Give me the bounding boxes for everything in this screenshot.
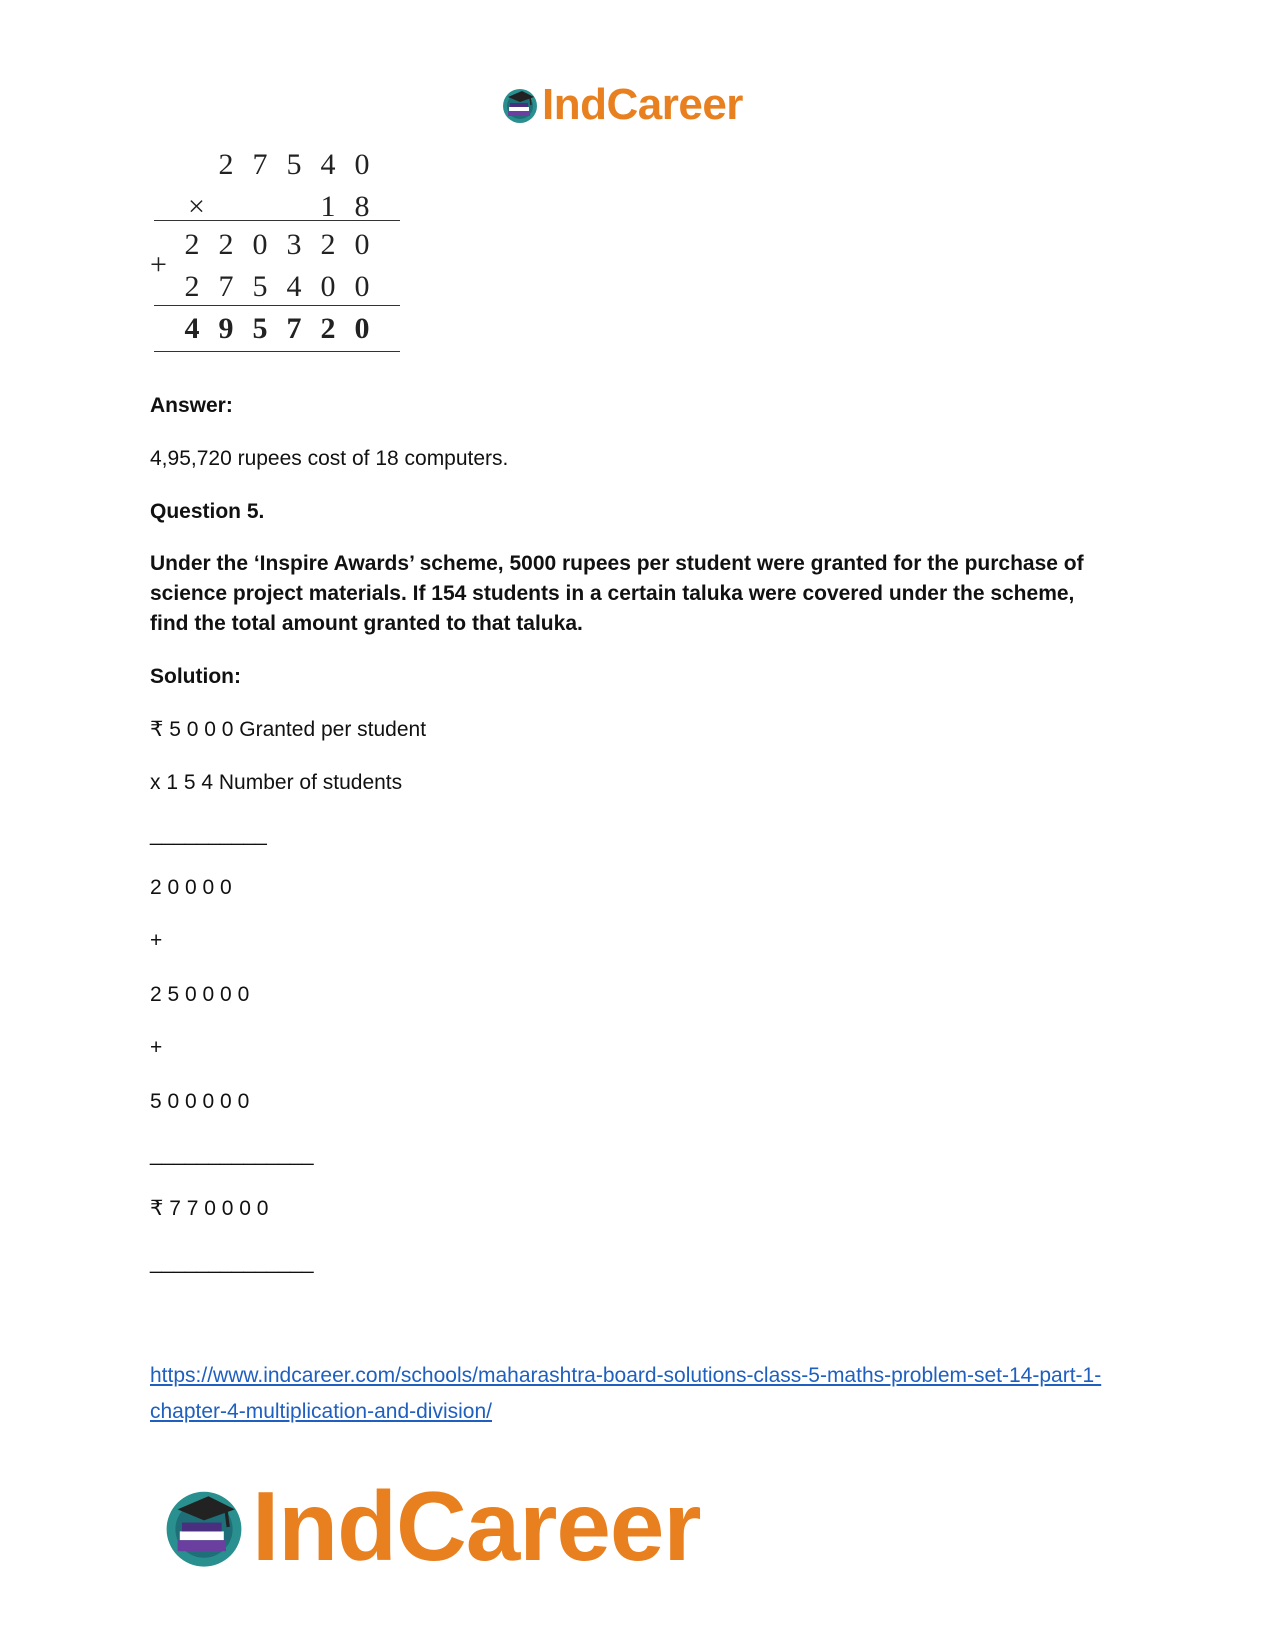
plus-sign: + [150,248,167,281]
header-logo-text: IndCareer [542,80,743,129]
question-label: Question 5. [150,500,265,523]
solution-rule: ______________ [150,1143,314,1166]
digit: 3 [286,228,302,261]
solution-line: ₹ 5 0 0 0 Granted per student [150,718,427,741]
digit: 0 [354,270,370,303]
digit: 7 [252,148,268,181]
solution-line: ₹ 7 7 0 0 0 0 [150,1197,269,1220]
digit: 2 [320,312,336,345]
multiplicand-row [150,148,400,184]
digit: 7 [218,270,234,303]
digit: 5 [252,270,268,303]
solution-rule: __________ [150,823,267,846]
digit: 4 [320,148,336,181]
partial-product-row [150,270,400,306]
digit: 4 [184,312,200,345]
digit: 2 [184,270,200,303]
digit: 9 [218,312,234,345]
digit: 0 [252,228,268,261]
digit: 1 [320,190,336,223]
digit: 0 [320,270,336,303]
solution-line: + [150,929,163,952]
solution-line: 2 5 0 0 0 0 [150,983,250,1006]
digit: 2 [184,228,200,261]
rule-line [154,351,400,352]
partial-product-row [150,228,400,264]
digit: 0 [354,312,370,345]
footer-logo [160,1470,701,1583]
digit: 5 [252,312,268,345]
digit: 2 [218,228,234,261]
solution-line: x 1 5 4 Number of students [150,771,403,794]
header-logo [500,80,743,130]
solution-line: 5 0 0 0 0 0 [150,1090,250,1113]
solution-line: + [150,1036,163,1059]
rule-line [154,305,400,306]
digit: 5 [286,148,302,181]
graduation-books-icon [160,1483,248,1571]
solution-line: 2 0 0 0 0 [150,876,232,899]
rule-line [154,220,400,221]
digit: 2 [320,228,336,261]
solution-label: Solution: [150,665,241,688]
graduation-books-icon [500,85,540,125]
digit: 0 [354,148,370,181]
digit: 7 [286,312,302,345]
solution-rule: ______________ [150,1251,314,1274]
product-row [150,312,400,348]
footer-logo-text: IndCareer [252,1471,701,1581]
digit: 0 [354,228,370,261]
answer-label: Answer: [150,394,233,417]
digit: 2 [218,148,234,181]
question-text: Under the ‘Inspire Awards’ scheme, 5000 rupees per student were granted for the purchase of science project materials. If 154 students in a certain taluka were covered under the scheme, find the total amount granted to that taluka. [150,552,1084,635]
answer-text: 4,95,720 rupees cost of 18 computers. [150,447,509,470]
times-sign: × [188,190,205,223]
source-link[interactable]: https://www.indcareer.com/schools/maharashtra-board-solutions-class-5-maths-problem-set-14-part-1-chapter-4-multiplication-and-division/ [150,1364,1102,1423]
digit: 8 [354,190,370,223]
digit: 4 [286,270,302,303]
